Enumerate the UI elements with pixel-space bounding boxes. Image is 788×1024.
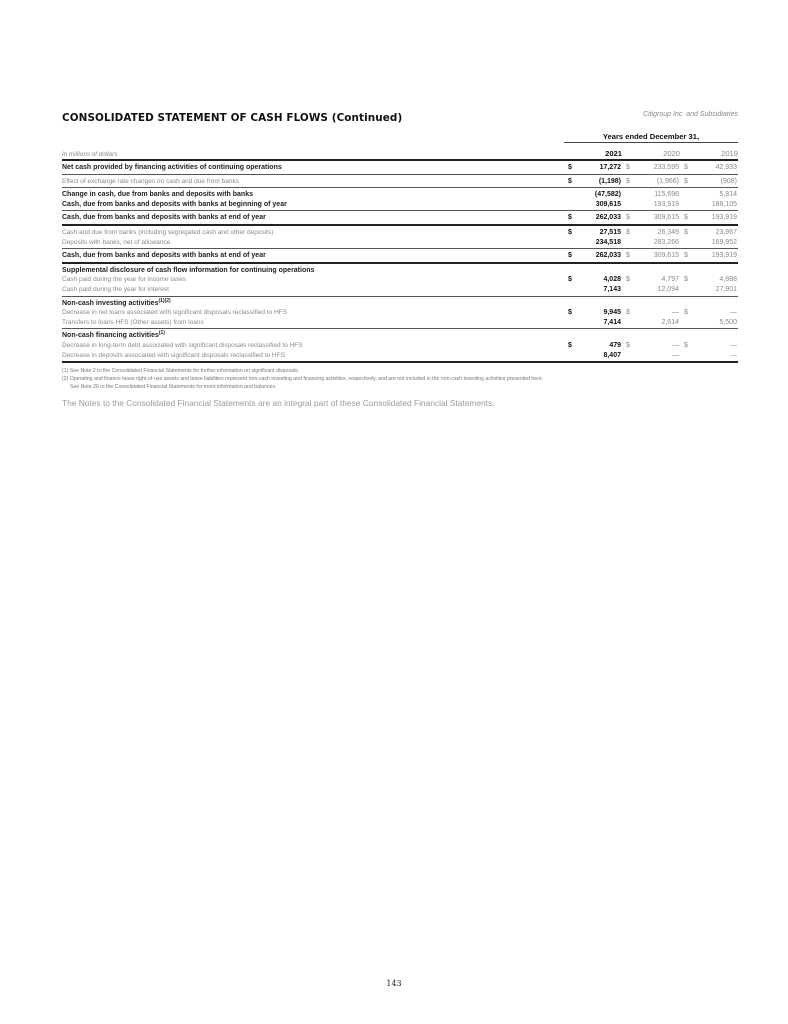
value-cell-2021 — [564, 275, 622, 285]
cell-value: 42,933 — [715, 164, 737, 171]
currency-symbol: $ — [684, 276, 688, 284]
row-label — [62, 308, 287, 318]
cell-value: (1,966) — [656, 177, 679, 185]
row-label-text: Decrease in net loans associated with significant disposals reclassified to HFS — [62, 309, 288, 317]
value-cell-2021 — [564, 238, 622, 248]
currency-symbol: $ — [626, 276, 630, 284]
currency-symbol: $ — [568, 309, 572, 317]
statement-section — [62, 175, 738, 189]
statement-body — [62, 161, 738, 363]
currency-symbol: $ — [568, 276, 572, 284]
row-label — [62, 200, 287, 210]
value-cell-2020 — [622, 228, 680, 238]
value-cell-2021 — [564, 341, 622, 351]
cell-value: 115,696 — [654, 191, 679, 199]
cell-value: 8,407 — [603, 351, 621, 359]
value-cell-2021 — [564, 163, 622, 173]
value-cell-2021 — [564, 190, 622, 200]
value-cell-2021 — [564, 251, 622, 261]
statement-header — [62, 108, 738, 141]
cell-value: 188,105 — [711, 200, 737, 208]
cell-value: — — [730, 309, 737, 317]
value-cell-2020 — [622, 177, 680, 187]
cell-value: 4,028 — [603, 276, 621, 284]
statement-section — [62, 211, 738, 226]
value-cell-2019 — [680, 351, 738, 361]
row-label — [62, 163, 282, 173]
row-label-text: Cash, due from banks and deposits with banks at beginning of year — [62, 200, 287, 208]
table-row — [62, 299, 738, 309]
table-row — [62, 266, 738, 276]
cell-value: — — [730, 341, 737, 349]
currency-symbol: $ — [684, 252, 688, 260]
row-label — [62, 177, 239, 187]
footnote-ref: (1) — [158, 330, 165, 337]
cell-value: 193,919 — [653, 200, 679, 208]
row-label — [62, 275, 186, 285]
company-name: Citigroup Inc. and Subsidiaries — [643, 111, 738, 118]
row-label-text: Deposits with banks, net of allowance — [62, 238, 171, 246]
cell-value: 309,615 — [653, 214, 679, 222]
table-row — [62, 275, 738, 285]
value-cell-2021 — [564, 266, 622, 276]
row-label-text: Change in cash, due from banks and deposits with banks — [62, 191, 253, 199]
row-label-text: Cash and due from banks (including segregated cash and other deposits) — [62, 228, 274, 236]
cell-value: — — [672, 341, 679, 349]
cell-value: 4,797 — [661, 276, 679, 284]
cell-value: (908) — [720, 177, 737, 185]
cell-value: — — [672, 351, 679, 359]
currency-symbol: $ — [568, 341, 572, 349]
currency-symbol: $ — [568, 214, 572, 222]
currency-symbol: $ — [568, 252, 572, 260]
cash-flow-statement — [62, 108, 738, 408]
currency-symbol: $ — [684, 309, 688, 317]
value-cell-2019 — [680, 275, 738, 285]
value-cell-2021 — [564, 351, 622, 361]
currency-symbol: $ — [626, 177, 630, 185]
year-2020-header: 2020 — [663, 149, 680, 158]
row-label — [62, 341, 303, 351]
row-label-text: Transfers to loans HFS (Other assets) from loans — [62, 318, 204, 326]
value-cell-2021 — [564, 308, 622, 318]
cell-value: 4,888 — [719, 276, 737, 284]
currency-symbol: $ — [684, 228, 688, 236]
column-header — [62, 146, 738, 161]
currency-symbol: $ — [684, 341, 688, 349]
cell-value: 5,500 — [719, 318, 737, 326]
value-cell-2019 — [680, 190, 738, 200]
cell-value: 7,143 — [603, 285, 621, 293]
cell-value: 27,901 — [715, 285, 737, 293]
row-label-text: Net cash provided by financing activities of continuing operations — [62, 164, 282, 171]
table-row — [62, 213, 738, 223]
value-cell-2019 — [680, 228, 738, 238]
statement-section — [62, 297, 738, 330]
row-label-text: Cash paid during the year for income taxes — [62, 276, 186, 284]
value-cell-2020 — [622, 163, 680, 173]
table-row — [62, 251, 738, 261]
statement-section — [62, 226, 738, 249]
value-cell-2020 — [622, 308, 680, 318]
currency-symbol: $ — [626, 214, 630, 222]
currency-symbol: $ — [684, 164, 688, 171]
footnote: (2) Operating and finance lease right-of-use assets and lease liabilities represent non-cash investing and financing activities, respectively, and are not included in the non-cash investing activities presented here. — [62, 375, 544, 382]
year-2021-header: 2021 — [605, 149, 622, 158]
value-cell-2021 — [564, 228, 622, 238]
statement-section — [62, 188, 738, 211]
years-heading: Years ended December 31, — [602, 132, 700, 141]
cell-value: — — [730, 351, 737, 359]
row-label-text: Decrease in deposits associated with significant disposals reclassified to HFS — [62, 351, 285, 359]
row-label-text: Non-cash financing activities — [62, 332, 159, 340]
year-2019-header: 2019 — [721, 149, 738, 158]
value-cell-2019 — [680, 299, 738, 309]
statement-section — [62, 249, 738, 264]
value-cell-2020 — [622, 299, 680, 309]
cell-value: 2,614 — [661, 318, 679, 326]
row-label — [62, 238, 170, 248]
row-label — [62, 299, 171, 309]
table-row — [62, 177, 738, 187]
table-row — [62, 228, 738, 238]
cell-value: 27,515 — [599, 228, 621, 236]
value-cell-2019 — [680, 308, 738, 318]
row-label — [62, 190, 253, 200]
row-label-text: Non-cash investing activities — [62, 299, 159, 307]
cell-value: 169,952 — [711, 238, 737, 246]
page-number: 143 — [386, 979, 402, 988]
row-label — [62, 285, 169, 295]
value-cell-2019 — [680, 163, 738, 173]
value-cell-2021 — [564, 299, 622, 309]
table-row — [62, 200, 738, 210]
table-row — [62, 318, 738, 328]
value-cell-2019 — [680, 318, 738, 328]
footnote-continuation: See Note 26 to the Consolidated Financial Statements for more information and balances. — [70, 383, 277, 390]
cell-value: 7,414 — [603, 318, 621, 326]
currency-symbol: $ — [626, 164, 630, 171]
currency-symbol: $ — [684, 177, 688, 185]
value-cell-2021 — [564, 331, 622, 341]
currency-symbol: $ — [568, 177, 572, 185]
row-label — [62, 318, 204, 328]
value-cell-2019 — [680, 285, 738, 295]
cell-value: (1,198) — [598, 177, 621, 185]
value-cell-2020 — [622, 213, 680, 223]
currency-symbol: $ — [684, 214, 688, 222]
cell-value: 262,033 — [595, 214, 621, 222]
footnote-ref: (1)(2) — [158, 297, 171, 304]
value-cell-2020 — [622, 331, 680, 341]
cell-value: 262,033 — [595, 252, 621, 260]
statement-section — [62, 329, 738, 363]
value-cell-2020 — [622, 200, 680, 210]
cell-value: 23,967 — [715, 228, 737, 236]
row-label-text: Cash, due from banks and deposits with banks at end of year — [62, 252, 266, 260]
footnote: (1) See Note 2 to the Consolidated Financial Statements for further information on significant disposals. — [62, 368, 300, 375]
value-cell-2020 — [622, 238, 680, 248]
statement-title: CONSOLIDATED STATEMENT OF CASH FLOWS (Continued) — [62, 112, 403, 124]
footnotes — [62, 368, 738, 391]
cell-value: 283,266 — [653, 238, 679, 246]
row-label-text: Cash, due from banks and deposits with banks at end of year — [62, 214, 266, 222]
cell-value: 12,094 — [657, 285, 679, 293]
value-cell-2019 — [680, 331, 738, 341]
cell-value: — — [672, 309, 679, 317]
table-row — [62, 331, 738, 341]
value-cell-2019 — [680, 341, 738, 351]
value-cell-2021 — [564, 177, 622, 187]
value-cell-2019 — [680, 213, 738, 223]
value-cell-2019 — [680, 177, 738, 187]
cell-value: 5,814 — [719, 191, 737, 199]
value-cell-2019 — [680, 251, 738, 261]
table-row — [62, 308, 738, 318]
value-cell-2020 — [622, 251, 680, 261]
cell-value: 234,518 — [595, 238, 621, 246]
value-cell-2020 — [622, 341, 680, 351]
value-cell-2020 — [622, 275, 680, 285]
row-label — [62, 213, 266, 223]
table-row — [62, 285, 738, 295]
currency-symbol: $ — [626, 252, 630, 260]
row-label-text: Cash paid during the year for interest — [62, 285, 169, 293]
value-cell-2021 — [564, 318, 622, 328]
value-cell-2020 — [622, 266, 680, 276]
cell-value: 233,595 — [653, 164, 679, 171]
cell-value: 26,349 — [657, 228, 679, 236]
cell-value: 309,615 — [595, 200, 621, 208]
table-row — [62, 341, 738, 351]
value-cell-2021 — [564, 200, 622, 210]
currency-symbol: $ — [626, 341, 630, 349]
value-cell-2019 — [680, 238, 738, 248]
row-label — [62, 266, 314, 276]
cell-value: 17,272 — [599, 164, 621, 171]
closing-note: The Notes to the Consolidated Financial Statements are an integral part of these Consolidated Financial Statements. — [62, 398, 495, 409]
value-cell-2019 — [680, 200, 738, 210]
row-label — [62, 331, 165, 341]
cell-value: 193,919 — [711, 214, 737, 222]
cell-value: 193,919 — [711, 252, 737, 260]
cell-value: 479 — [609, 341, 621, 349]
table-row — [62, 238, 738, 248]
cell-value: 309,615 — [653, 252, 679, 260]
currency-symbol: $ — [568, 164, 572, 171]
row-label — [62, 251, 266, 261]
table-row — [62, 351, 738, 361]
value-cell-2020 — [622, 318, 680, 328]
row-label-text: Effect of exchange rate changes on cash and due from banks — [62, 177, 239, 185]
currency-symbol: $ — [626, 228, 630, 236]
currency-symbol: $ — [568, 228, 572, 236]
cell-value: 9,945 — [603, 309, 621, 317]
row-label-text: Decrease in long-term debt associated with significant disposals reclassified to HFS — [62, 341, 303, 349]
value-cell-2020 — [622, 285, 680, 295]
statement-section — [62, 264, 738, 297]
row-label — [62, 351, 285, 361]
value-cell-2021 — [564, 213, 622, 223]
value-cell-2020 — [622, 351, 680, 361]
years-heading-rule — [564, 142, 738, 143]
cell-value: (47,582) — [594, 191, 621, 199]
value-cell-2021 — [564, 285, 622, 295]
units-label: In millions of dollars — [62, 151, 118, 158]
table-row — [62, 163, 738, 173]
value-cell-2020 — [622, 190, 680, 200]
statement-section — [62, 161, 738, 175]
currency-symbol: $ — [626, 309, 630, 317]
value-cell-2019 — [680, 266, 738, 276]
row-label-text: Supplemental disclosure of cash flow information for continuing operations — [62, 266, 315, 274]
row-label — [62, 228, 273, 238]
table-row — [62, 190, 738, 200]
